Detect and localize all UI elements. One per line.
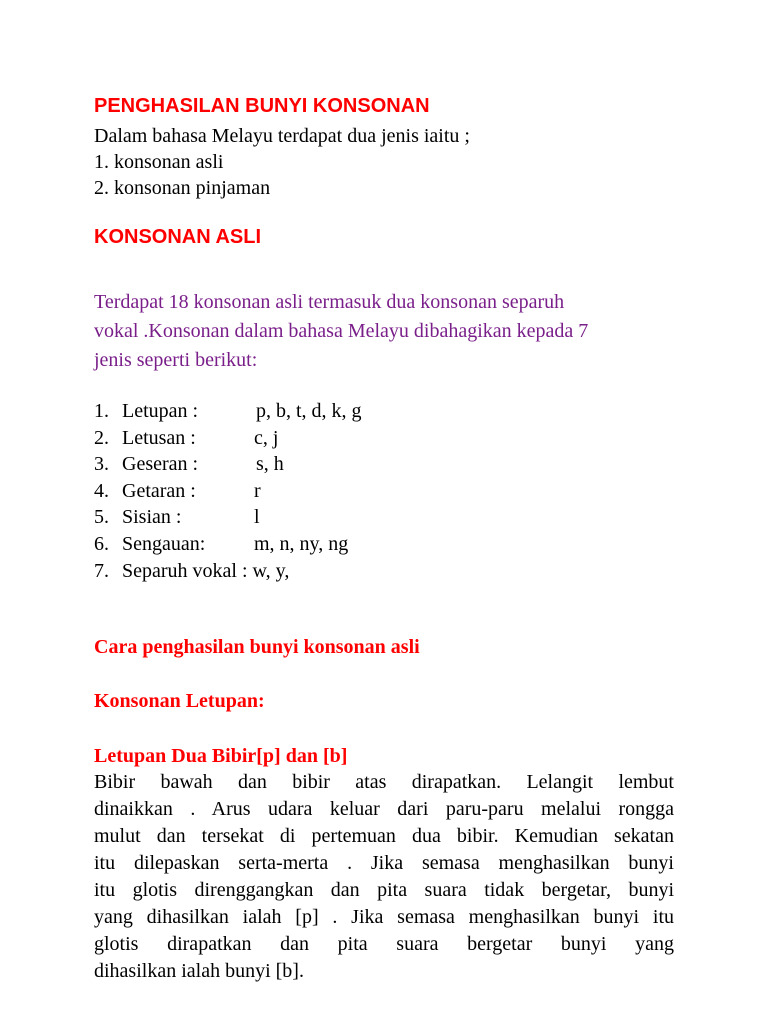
- intro-block: [94, 123, 470, 201]
- item-label: Letusan :: [122, 426, 196, 449]
- item-label: Letupan :: [122, 400, 199, 422]
- paragraph-line: itu dilepaskan serta-merta . Jika semasa menghasilkan bunyi: [94, 852, 674, 874]
- paragraph-line: mulut dan tersekat di pertemuan dua bibir. Kemudian sekatan: [94, 825, 674, 847]
- list-item: [94, 558, 514, 585]
- item-number: 7.: [94, 559, 109, 582]
- paragraph-line: Terdapat 18 konsonan asli termasuk dua konsonan separuh: [94, 291, 565, 313]
- section-heading-letupan: Konsonan Letupan:: [94, 690, 265, 712]
- paragraph-line: jenis seperti berikut:: [94, 349, 258, 371]
- item-value: p, b, t, d, k, g: [256, 400, 362, 422]
- item-value: l: [254, 506, 260, 529]
- paragraph-line: yang dihasilkan ialah [p] . Jika semasa menghasilkan bunyi itu: [94, 906, 674, 928]
- item-value: c, j: [254, 426, 279, 449]
- jenis-konsonan-list: [94, 398, 514, 584]
- body-paragraph: [94, 769, 674, 985]
- paragraph-line: itu glotis direnggangkan dan pita suara tidak bergetar, bunyi: [94, 879, 674, 901]
- list-item: [94, 478, 514, 505]
- item-value: r: [254, 479, 261, 502]
- item-number: 3.: [94, 453, 109, 476]
- intro-line: Dalam bahasa Melayu terdapat dua jenis iaitu ;: [94, 125, 470, 147]
- list-item: [94, 451, 514, 478]
- page-title: PENGHASILAN BUNYI KONSONAN: [94, 95, 430, 117]
- item-number: 2.: [94, 426, 109, 449]
- list-item: [94, 425, 514, 452]
- paragraph-line: dihasilkan ialah bunyi [b].: [94, 960, 304, 982]
- item-label: Sisian :: [122, 506, 182, 529]
- item-value: s, h: [256, 453, 284, 476]
- paragraph-line: vokal .Konsonan dalam bahasa Melayu dibahagikan kepada 7: [94, 320, 589, 342]
- intro-line: 2. konsonan pinjaman: [94, 177, 271, 199]
- item-label: Geseran :: [122, 453, 199, 476]
- list-item: [94, 504, 514, 531]
- section-heading-konsonan-asli: KONSONAN ASLI: [94, 226, 262, 248]
- item-number: 4.: [94, 479, 109, 502]
- paragraph-line: dinaikkan . Arus udara keluar dari paru-paru melalui rongga: [94, 798, 674, 820]
- item-number: 5.: [94, 506, 109, 529]
- item-label: Sengauan:: [122, 532, 206, 555]
- paragraph-line: glotis dirapatkan dan pita suara bergetar bunyi yang: [94, 933, 674, 955]
- item-number: 1.: [94, 400, 109, 422]
- item-value: m, n, ny, ng: [254, 532, 349, 555]
- item-label: Getaran :: [122, 479, 196, 502]
- section-heading-cara: Cara penghasilan bunyi konsonan asli: [94, 636, 420, 658]
- list-item: [94, 398, 514, 425]
- item-number: 6.: [94, 532, 109, 555]
- list-item: [94, 531, 514, 558]
- intro-line: 1. konsonan asli: [94, 151, 224, 173]
- intro-paragraph: [94, 288, 588, 375]
- item-label: Separuh vokal : w, y,: [122, 559, 290, 582]
- section-heading-dua-bibir: Letupan Dua Bibir[p] dan [b]: [94, 745, 348, 767]
- paragraph-line: Bibir bawah dan bibir atas dirapatkan. Lelangit lembut: [94, 771, 674, 793]
